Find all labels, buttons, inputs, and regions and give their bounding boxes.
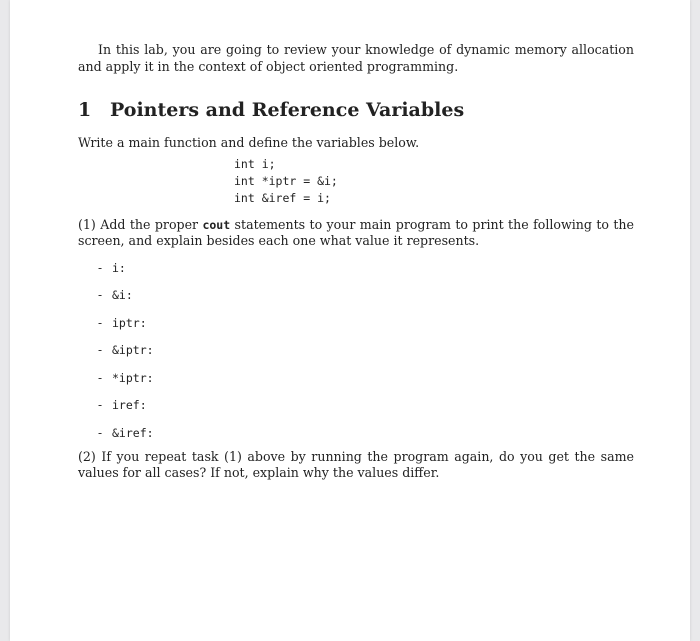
task-1-text-after: statements to your main program to print the following to the screen, and explain besides each one what value it represents. xyxy=(78,216,634,248)
section-title: Pointers and Reference Variables xyxy=(110,99,465,121)
instruction-text: Write a main function and define the variables below. xyxy=(78,135,420,150)
list-item-text: iref: xyxy=(112,398,147,413)
list-item xyxy=(98,260,634,288)
list-item xyxy=(98,315,634,343)
list-item-text: *iptr: xyxy=(112,370,154,385)
cout-keyword: cout xyxy=(202,217,231,232)
task-2-paragraph: (2) If you repeat task (1) above by running the program again, do you get the same values for all cases? If not, explain why the values differ. xyxy=(78,448,634,481)
list-item-text: i: xyxy=(112,260,126,275)
page-content xyxy=(78,42,634,482)
code-line: int *iptr = &i; xyxy=(234,173,338,188)
expression-list xyxy=(98,260,634,453)
code-block xyxy=(234,156,634,207)
list-dash: - xyxy=(98,288,103,303)
list-item xyxy=(98,397,634,425)
list-dash: - xyxy=(98,260,103,275)
list-dash: - xyxy=(98,398,103,413)
list-dash: - xyxy=(98,315,103,330)
intro-paragraph: In this lab, you are going to review your knowledge of dynamic memory allocation and apply it in the context of object oriented programming. xyxy=(78,42,634,74)
task-1-paragraph xyxy=(78,217,634,250)
document-page xyxy=(10,0,690,641)
list-item-text: &i: xyxy=(112,288,133,303)
section-heading xyxy=(78,98,634,122)
code-line: int i; xyxy=(234,156,276,171)
code-line: int &iref = i; xyxy=(234,190,331,205)
list-item-text: iptr: xyxy=(112,315,147,330)
list-item-text: &iptr: xyxy=(112,343,154,358)
list-dash: - xyxy=(98,426,103,441)
list-dash: - xyxy=(98,370,103,385)
section-number: 1 xyxy=(78,99,92,121)
list-item-text: &iref: xyxy=(112,426,154,441)
list-item xyxy=(98,370,634,398)
list-dash: - xyxy=(98,343,103,358)
list-item xyxy=(98,287,634,315)
task-1-text-before: (1) Add the proper xyxy=(78,216,203,232)
list-item xyxy=(98,342,634,370)
